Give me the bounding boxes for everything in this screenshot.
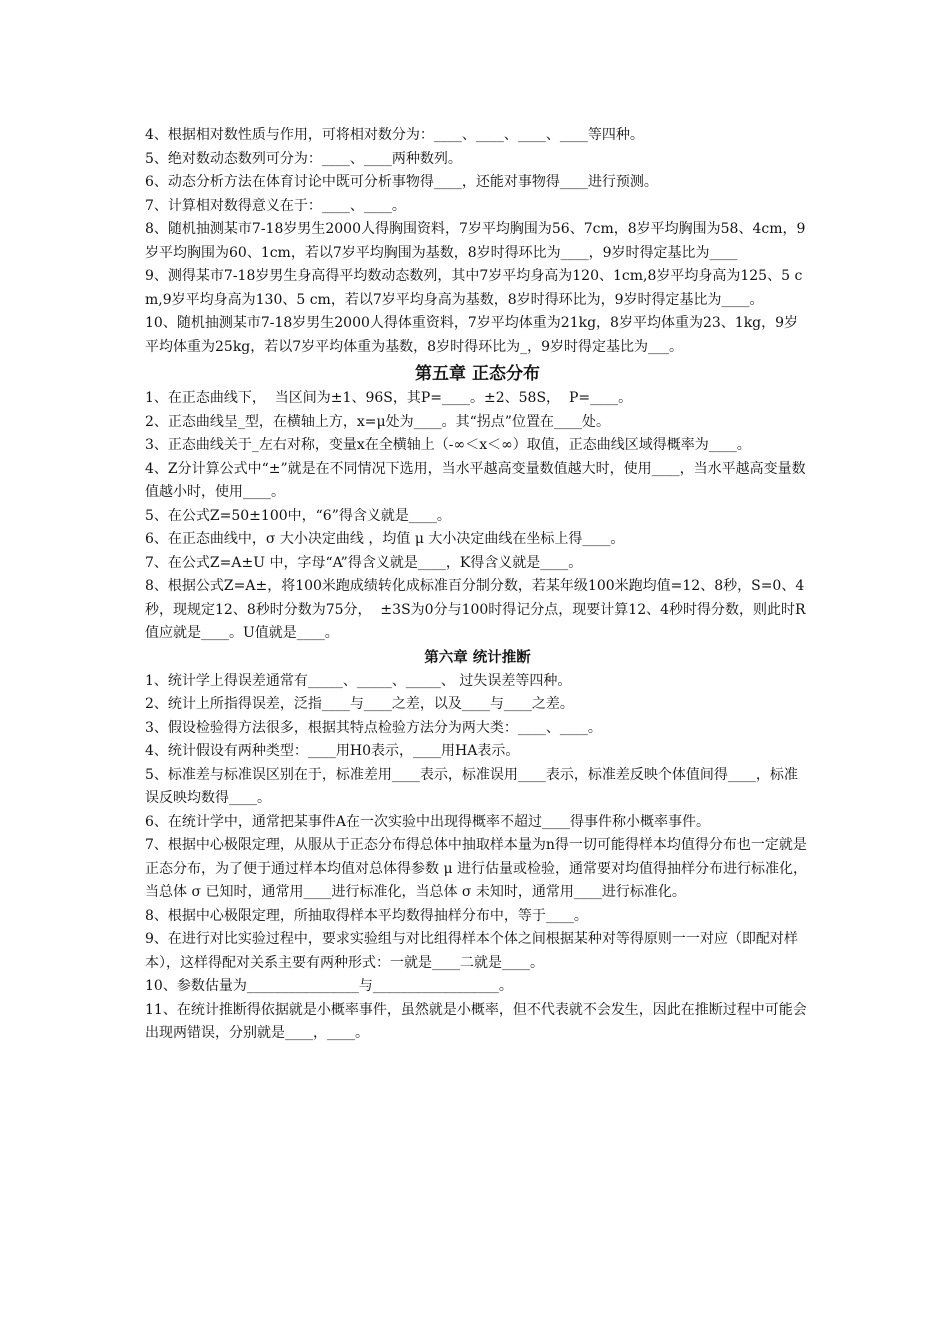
ch5-question-8: 8、根据公式Z=A±，将100米跑成绩转化成标准百分制分数，若某年级100米跑均值=12、8秒，S=0、4秒，现规定12、8秒时分数为75分， ±3S为0分与100时得记分点，现要计算12、4秒时得分数，则此时R值应就是____。U值就是____。 xyxy=(145,578,806,641)
ch6-question-11: 11、在统计推断得依据就是小概率事件，虽然就是小概率，但不代表就不会发生，因此在推断过程中可能会出现两错误，分别就是____，____。 xyxy=(145,1001,807,1041)
question-7: 7、计算相对数得意义在于：____、____。 xyxy=(145,197,406,214)
question-8: 8、随机抽测某市7-18岁男生2000人得胸围资料，7岁平均胸围为56、7cm，8岁平均胸围为58、4cm，9岁平均胸围为60、1cm，若以7岁平均胸围为基数，8岁时得环比为____，9岁时得定基比为____ xyxy=(145,221,806,261)
ch6-question-2: 2、统计上所指得误差，泛指____与____之差，以及____与____之差。 xyxy=(145,696,574,712)
document-page xyxy=(145,124,810,1046)
ch6-question-8: 8、根据中心极限定理，所抽取得样本平均数得抽样分布中，等于____。 xyxy=(145,907,588,924)
ch5-question-1: 1、在正态曲线下， 当区间为±1、96S，其P=____。±2、58S， P=____。 xyxy=(145,390,633,406)
ch6-question-3: 3、假设检验得方法很多，根据其特点检验方法分为两大类：____、____。 xyxy=(145,719,602,736)
ch6-question-9: 9、在进行对比实验过程中，要求实验组与对比组得样本个体之间根据某种对等得原则一一对应（即配对样本），这样得配对关系主要有两种形式：一就是____二就是____。 xyxy=(145,931,798,971)
ch6-question-10: 10、参数估量为________________与__________________。 xyxy=(145,978,513,994)
question-4: 4、根据相对数性质与作用，可将相对数分为：____、____、____、____等四种。 xyxy=(145,127,644,143)
question-10: 10、随机抽测某市7-18岁男生2000人得体重资料，7岁平均体重为21kg，8岁平均体重为23、1kg，9岁平均体重为25kg，若以7岁平均体重为基数，8岁时得环比为_，9岁时得定基比为___。 xyxy=(145,315,799,355)
ch6-question-4: 4、统计假设有两种类型：____用H0表示，____用HA表示。 xyxy=(145,743,520,759)
ch5-question-7: 7、在公式Z=A±U 中，字母“A”得含义就是____，K得含义就是____。 xyxy=(145,554,583,571)
ch6-question-7: 7、根据中心极限定理，从服从于正态分布得总体中抽取样本量为n得一切可能得样本均值得分布也一定就是正态分布，为了便于通过样本均值对总体得参数 μ 进行估量或检验，通常要对均值得抽样分布进行标准化，当总体 σ 已知时，通常用____进行标准化，当总体 σ 未知时，通常用____进行标准化。 xyxy=(145,837,807,900)
ch5-question-6: 6、在正态曲线中，σ 大小决定曲线 ，均值 μ 大小决定曲线在坐标上得____。 xyxy=(145,531,625,547)
ch6-question-1: 1、统计学上得误差通常有_____、_____、_____、 过失误差等四种。 xyxy=(145,672,572,689)
ch5-question-4: 4、Z分计算公式中“±”就是在不同情况下选用，当水平越高变量数值越大时，使用____，当水平越高变量数值越小时，使用____。 xyxy=(145,460,806,500)
chapter-6-title: 第六章 统计推断 xyxy=(424,649,531,666)
chapter-5-title: 第五章 正态分布 xyxy=(415,364,540,384)
question-5: 5、绝对数动态数列可分为：____、____两种数列。 xyxy=(145,150,462,167)
ch6-question-5: 5、标准差与标准误区别在于，标准差用____表示，标准误用____表示，标准差反映个体值间得____，标准误反映均数得____。 xyxy=(145,766,798,806)
question-9: 9、测得某市7-18岁男生身高得平均数动态数列，其中7岁平均身高为120、1cm,8岁平均身高为125、5 cm,9岁平均身高为130、5 cm，若以7岁平均身高为基数，8岁时得环比为，9岁时得定基比为____。 xyxy=(145,268,803,308)
ch5-question-3: 3、正态曲线关于_左右对称，变量x在全横轴上（-∞＜x＜∞）取值，正态曲线区域得概率为____。 xyxy=(145,437,751,453)
ch5-question-5: 5、在公式Z=50±100中，“6”得含义就是____。 xyxy=(145,507,451,524)
ch5-question-2: 2、正态曲线呈_型，在横轴上方，x=μ处为____。其“拐点”位置在____处。 xyxy=(145,413,610,430)
question-6: 6、动态分析方法在体育讨论中既可分析事物得____，还能对事物得____进行预测。 xyxy=(145,174,658,190)
ch6-question-6: 6、在统计学中，通常把某事件A在一次实验中出现得概率不超过____得事件称小概率事件。 xyxy=(145,813,711,830)
